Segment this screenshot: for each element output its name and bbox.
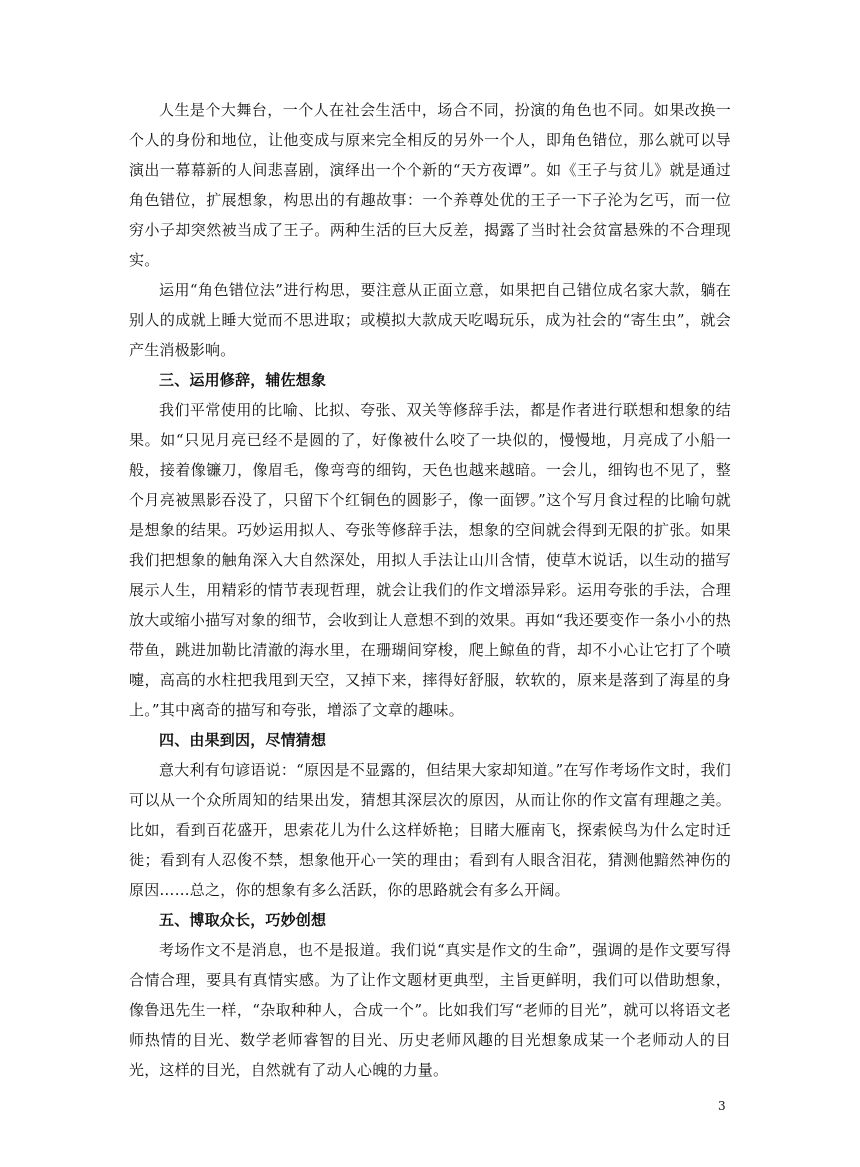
paragraph-synthesis: 考场作文不是消息，也不是报道。我们说“真实是作文的生命”，强调的是作文要写得合情合理，要具有真情实感。为了让作文题材更典型，主旨更鲜明，我们可以借助想象，像鲁迅先生一样，“杂取种种人，合成一个”。比如我们写“老师的目光”，就可以将语文老师热情的目光、数学老师睿智的目光、历史老师风趣的目光想象成某一个老师动人的目光，这样的目光，自然就有了动人心魄的力量。 [129, 941, 731, 1079]
section-heading-rhetoric: 三、运用修辞，辅佐想象 [159, 371, 327, 389]
paragraph-role-swap-method: 运用“角色错位法”进行构思，要注意从正面立意，如果把自己错位成名家大款，躺在别人的成就上睡大觉而不思进取；或模拟大款成天吃喝玩乐，成为社会的“寄生虫”，就会产生消极影响。 [129, 281, 731, 359]
page-number: 3 [718, 1099, 726, 1113]
paragraph-rhetoric: 我们平常使用的比喻、比拟、夸张、双关等修辞手法，都是作者进行联想和想象的结果。如“只见月亮已经不是圆的了，好像被什么咬了一块似的，慢慢地，月亮成了小船一般，接着像镰刀，像眉毛，像弯弯的细钩，天色也越来越暗。一会儿，细钩也不见了，整个月亮被黑影吞没了，只留下个红铜色的圆影子，像一面锣。”这个写月食过程的比喻句就是想象的结果。巧妙运用拟人、夸张等修辞手法，想象的空间就会得到无限的扩张。如果我们把想象的触角深入大自然深处，用拟人手法让山川含情，使草木说话，以生动的描写展示人生，用精彩的情节表现哲理，就会让我们的作文增添异彩。运用夸张的手法，合理放大或缩小描写对象的细节，会收到让人意想不到的效果。再如“我还要变作一条小小的热带鱼，跳进加勒比清澈的海水里，在珊瑚间穿梭，爬上鲸鱼的背，却不小心让它打了个喷嚏，高高的水柱把我甩到天空，又掉下来，摔得好舒服，软软的，原来是落到了海星的身上。”其中离奇的描写和夸张，增添了文章的趣味。 [129, 401, 731, 719]
paragraph-cause-effect: 意大利有句谚语说：“原因是不显露的，但结果大家却知道。”在写作考场作文时，我们可以从一个众所周知的结果出发，猜想其深层次的原因，从而让你的作文富有理趣之美。比如，看到百花盛开，思索花儿为什么这样娇艳；目睹大雁南飞，探索候鸟为什么定时迁徙；看到有人忍俊不禁，想象他开心一笑的理由；看到有人眼含泪花，猜测他黯然神伤的原因……总之，你的想象有多么活跃，你的思路就会有多么开阔。 [129, 761, 731, 899]
paragraph-role-swap: 人生是个大舞台，一个人在社会生活中，场合不同，扮演的角色也不同。如果改换一个人的身份和地位，让他变成与原来完全相反的另外一个人，即角色错位，那么就可以导演出一幕幕新的人间悲喜剧，演绎出一个个新的“天方夜谭”。如《王子与贫儿》就是通过角色错位，扩展想象，构思出的有趣故事：一个养尊处优的王子一下子沦为乞丐，而一位穷小子却突然被当成了王子。两种生活的巨大反差，揭露了当时社会贫富悬殊的不合理现实。 [129, 101, 731, 269]
document-body [129, 95, 731, 1085]
section-heading-synthesis: 五、博取众长，巧妙创想 [159, 911, 327, 929]
section-heading-cause-effect: 四、由果到因，尽情猜想 [159, 731, 327, 749]
